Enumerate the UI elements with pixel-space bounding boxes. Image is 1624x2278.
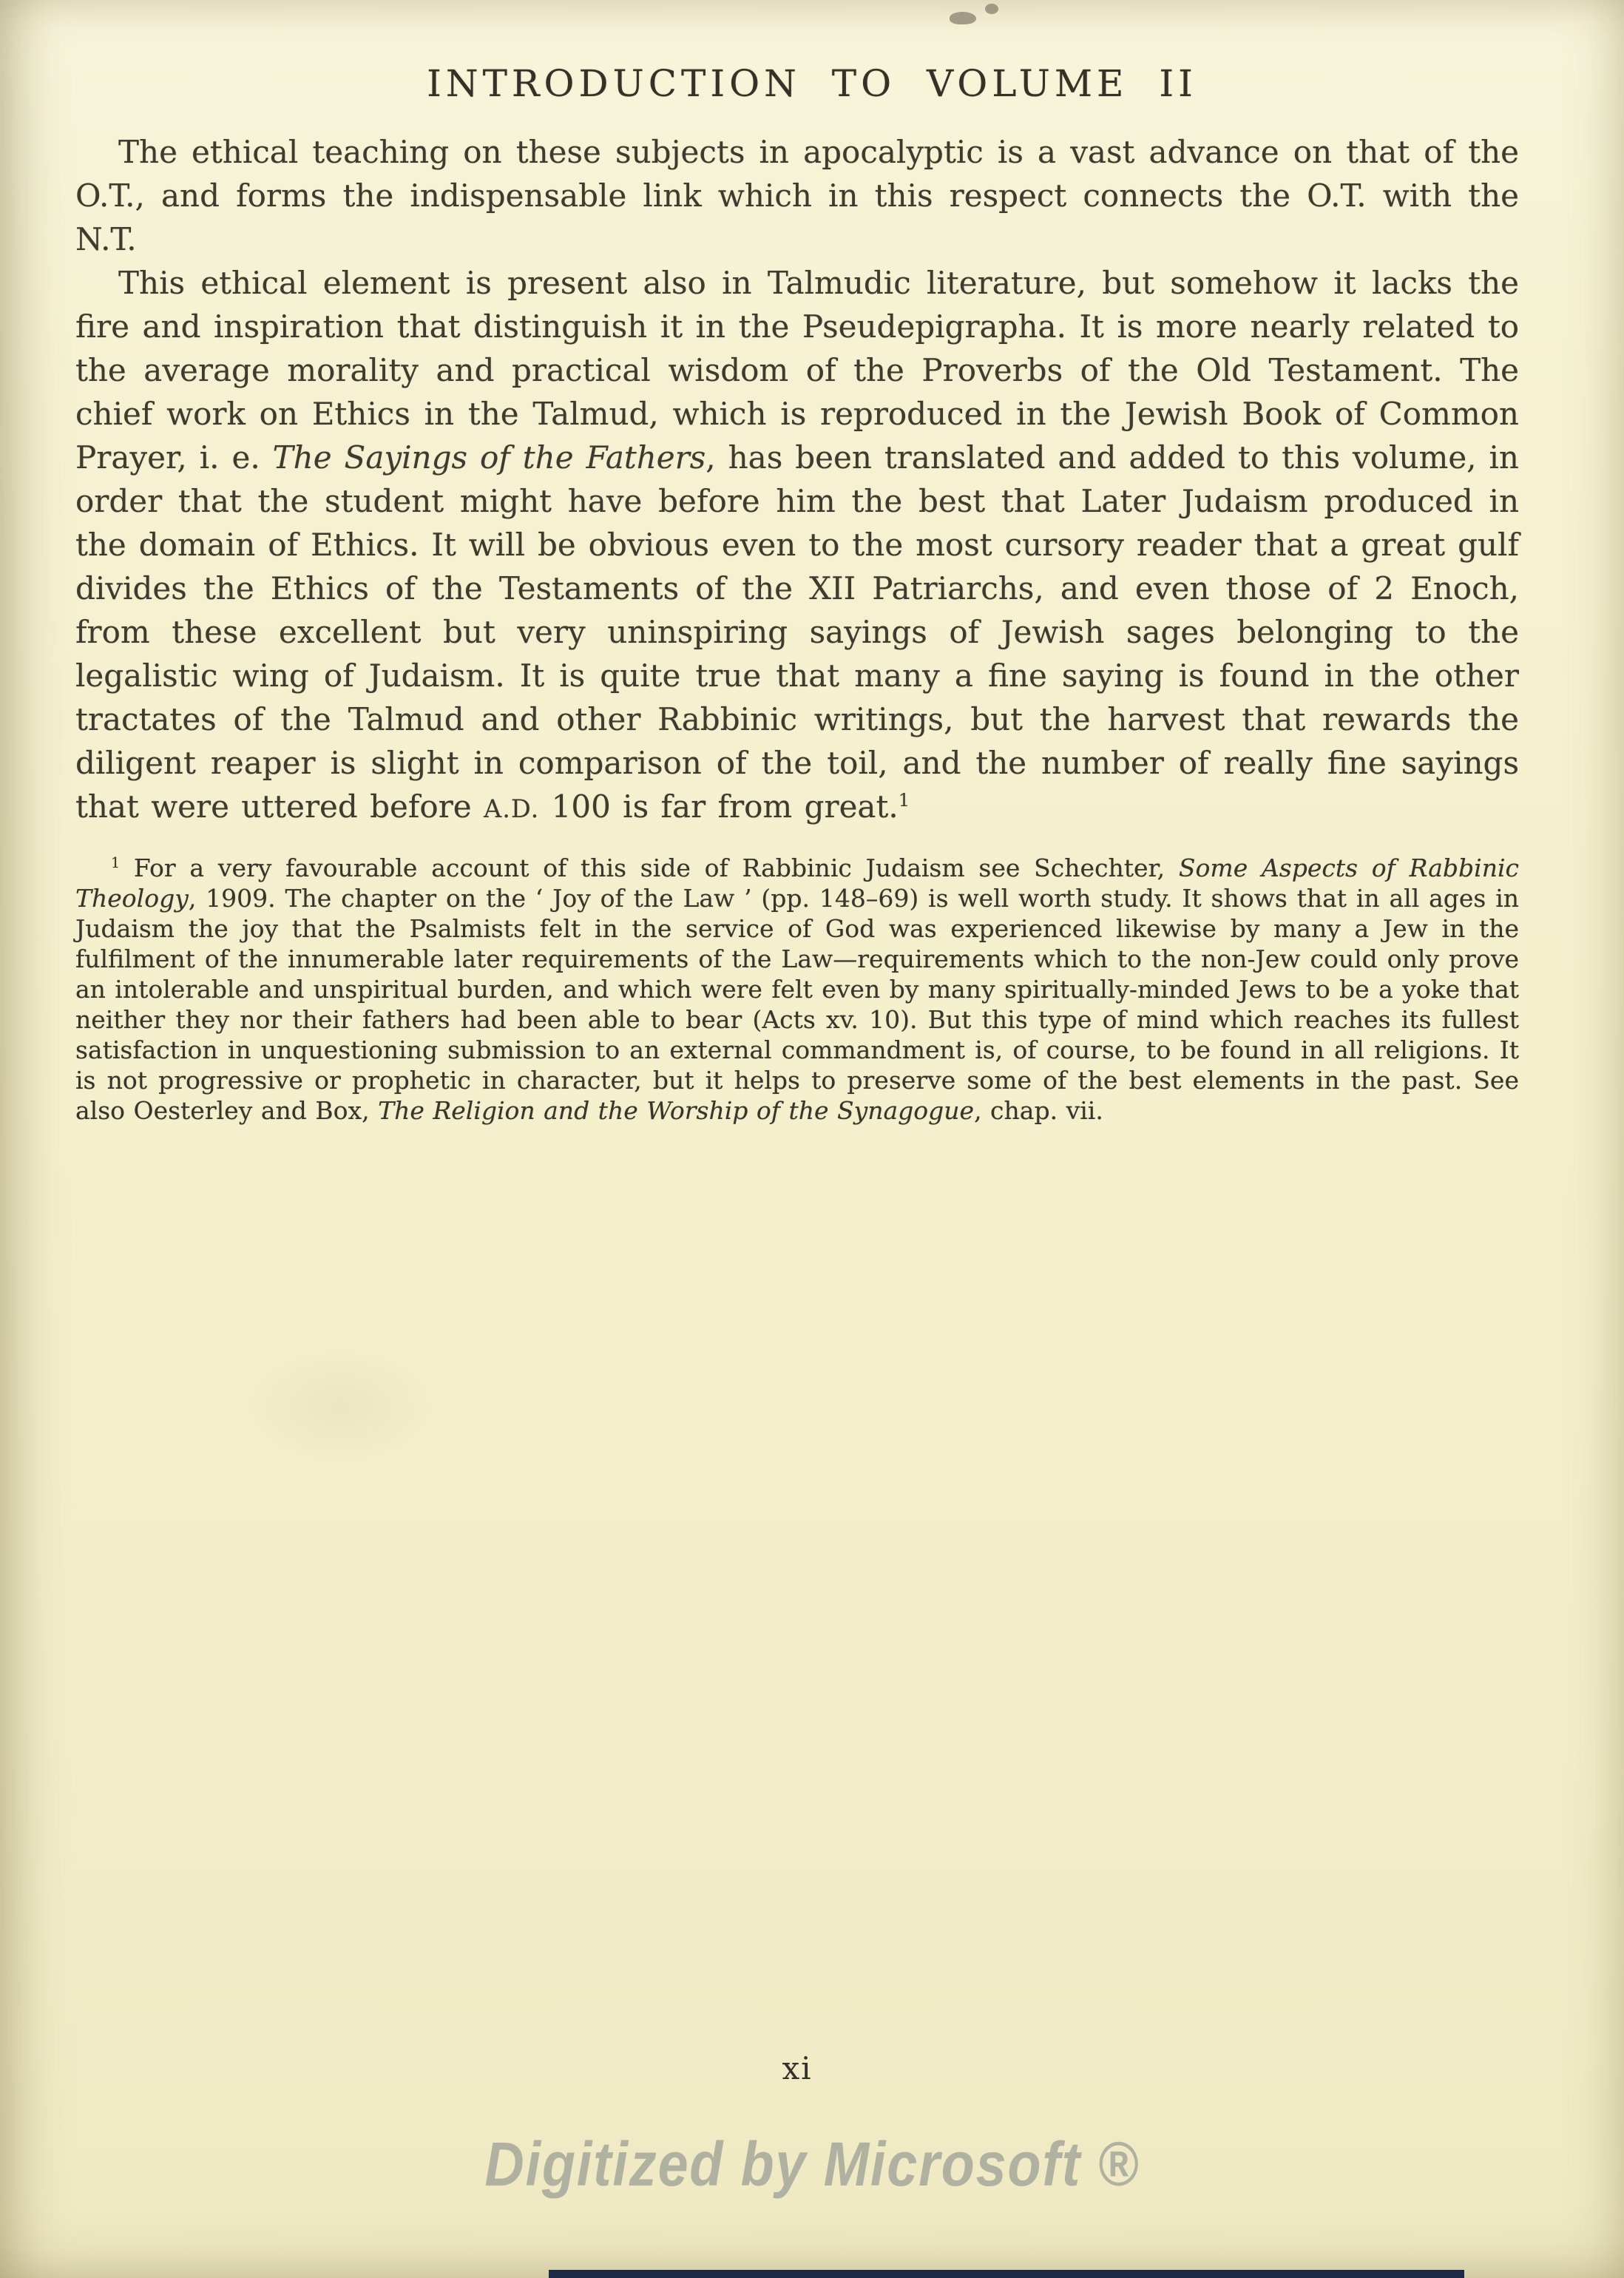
footnote xyxy=(75,853,1519,1126)
book-title-segment: The Religion and the Worship of the Synagogue xyxy=(378,1096,975,1125)
text-segment: , chap. vii. xyxy=(974,1096,1103,1125)
text-segment: , has been translated and added to this volume, in order that the student might have before him the best that Later Judaism produced in the domain of Ethics. It will be obvious even to the most cursory reader that a great gulf divides the Ethics of the Testaments of the XII Patriarchs, and even those of 2 Enoch, from these excellent but very uninspiring sayings of Jewish sages belonging to the legalistic wing of Judaism. It is quite true that many a fine saying is found in the other tractates of the Talmud and other Rabbinic writings, but the harvest that rewards the diligent reaper is slight in comparison of the toil, and the number of really fine sayings that were uttered before xyxy=(75,439,1519,825)
book-title-segment: Some Aspects of Rabbinic Theology xyxy=(75,854,1519,913)
text-segment: The ethical teaching on these subjects in apocalyptic is a vast advance on that of the O.T., and forms the indispensable link which in this respect connects the O.T. with the N.T. xyxy=(75,134,1519,257)
book-title-segment: The Sayings of the Fathers xyxy=(272,439,706,476)
text-segment: This ethical element is present also in Talmudic literature, but somehow it lacks the fire and inspiration that distinguish it in the Pseudepigrapha. It is more nearly related to the average morality and practical wisdom of the Proverbs of the Old Testament. The chief work on Ethics in the Talmud, which is reproduced in the Jewish Book of Common Prayer, i. e. xyxy=(75,265,1519,476)
body-paragraph xyxy=(75,130,1519,261)
page-number: xi xyxy=(782,2050,813,2086)
text-segment: , 1909. The chapter on the ‘ Joy of the Law ’ (pp. 148–69) is well worth study. It shows that in all ages in Judaism the joy that the Psalmists felt in the service of God was experienced likewise by many a Jew in the fulfilment of the innumerable later requirements of the Law—requirements which to the non-Jew could only prove an intolerable and unspiritual burden, and which were felt even by many spiritually-minded Jews to be a yoke that neither they nor their fathers had been able to bear (Acts xv. 10). But this type of mind which reaches its fullest satisfaction in unquestioning submission to an external commandment is, of course, to be found in all religions. It is not progressive or prophetic in character, but it helps to preserve some of the best elements in the past. See also Oesterley and Box, xyxy=(75,884,1519,1125)
body-paragraph xyxy=(75,261,1519,831)
footnote-marker: 1 xyxy=(111,854,121,871)
text-segment: For a very favourable account of this side of Rabbinic Judaism see Schechter, xyxy=(120,854,1179,882)
footnote-reference: 1 xyxy=(898,789,910,811)
text-segment: 100 is far from great. xyxy=(539,788,899,825)
smallcaps-segment: A.D. xyxy=(483,794,540,823)
main-text xyxy=(75,130,1519,1126)
ink-speck xyxy=(950,12,976,24)
digitized-watermark: Digitized by Microsoft ® xyxy=(484,2129,1140,2199)
ink-speck xyxy=(985,4,998,14)
paper-stain xyxy=(244,1346,436,1464)
scan-edge-bar xyxy=(549,2270,1464,2278)
page-title: INTRODUCTION TO VOLUME II xyxy=(427,62,1197,105)
footnote-paragraph xyxy=(75,853,1519,1126)
